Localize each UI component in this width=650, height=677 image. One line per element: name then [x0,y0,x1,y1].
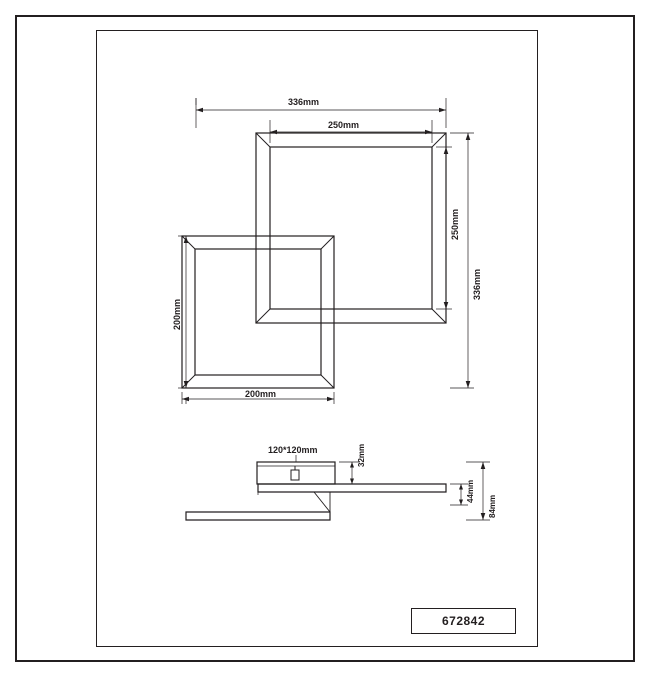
dimension-label-canopy-size: 120*120mm [268,445,318,455]
dimension-label-right-inner-height: 250mm [450,208,460,240]
dimension-label-plate-thickness: 44mm [466,479,475,503]
dimension-label-top-inner-width: 250mm [328,120,360,130]
dimension-label-bottom-square-width: 200mm [245,389,277,399]
dimension-label-left-square-height: 200mm [172,298,182,330]
dimension-label-canopy-height: 32mm [357,443,366,467]
dimension-label-total-height: 84mm [488,494,497,518]
dimension-label-right-outer-height: 336mm [472,268,482,300]
dimension-label-top-outer-width: 336mm [288,97,320,107]
title-block [411,608,516,634]
product-code: 672842 [441,614,486,628]
